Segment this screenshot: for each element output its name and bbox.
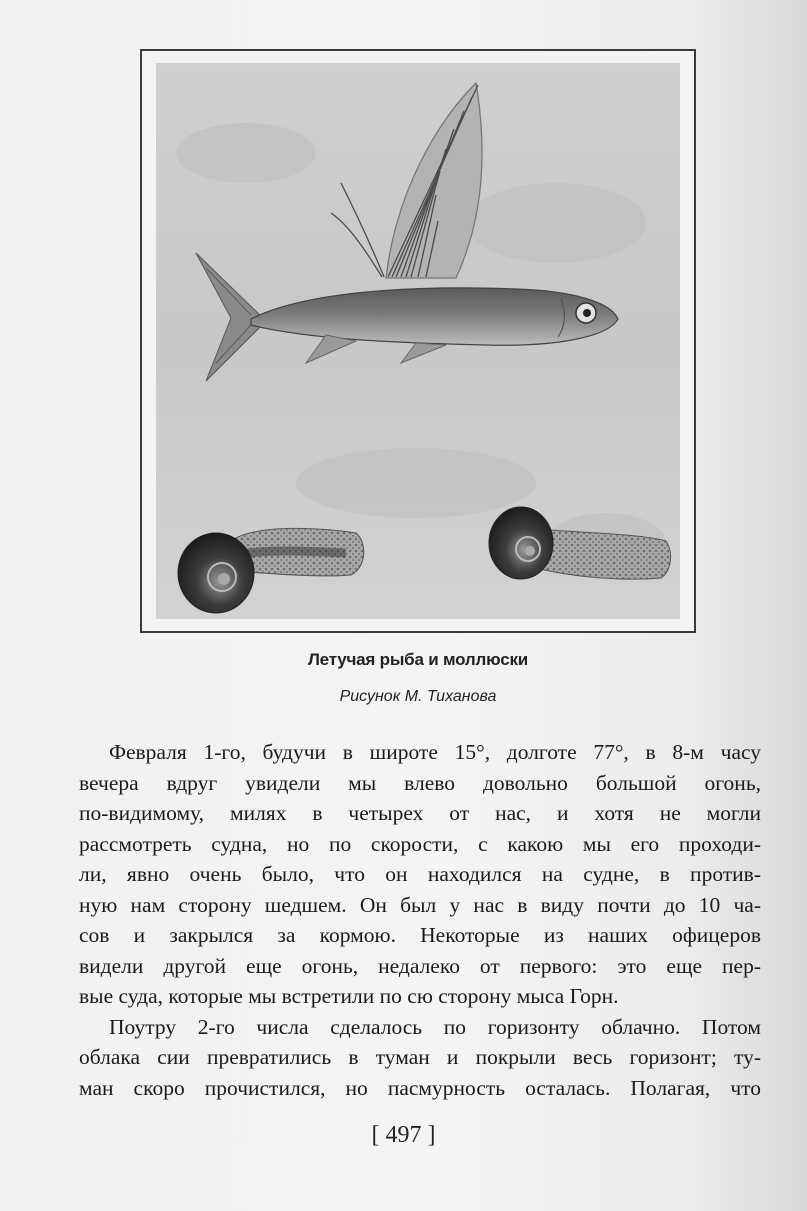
text-line: вечера вдруг увидели мы влево довольно большой огонь, — [79, 770, 761, 795]
text-line: видели другой еще огонь, недалеко от первого: это еще пер- — [79, 953, 761, 978]
text-line: вые суда, которые мы встретили по сю сторону мыса Горн. — [79, 984, 619, 1008]
body-text — [79, 737, 761, 1103]
paragraph-2 — [79, 1012, 761, 1104]
text-line: сов и закрылся за кормою. Некоторые из наших офицеров — [79, 923, 761, 947]
figure-caption-credit: Рисунок М. Тиханова — [339, 688, 497, 705]
page-number: [ 497 ] — [371, 1122, 436, 1148]
text-line: по-видимому, милях в четырех от нас, и хотя не могли — [79, 801, 761, 825]
text-line: ли, явно очень было, что он находился на судне, в против- — [79, 862, 761, 886]
paragraph-1 — [79, 737, 761, 1012]
text-line: Февраля 1-го, будучи в широте 15°, долготе 77°, в 8-м часу — [109, 740, 761, 764]
text-line: рассмотреть судна, но по скорости, с какою мы его проходи- — [79, 831, 761, 856]
text-line: ную нам сторону шедшем. Он был у нас в виду почти до 10 ча- — [79, 892, 761, 917]
figure-frame — [140, 49, 696, 633]
text-line: облака сии превратились в туман и покрыли весь горизонт; ту- — [79, 1045, 761, 1069]
text-line: Поутру 2-го числа сделалось по горизонту облачно. Потом — [109, 1014, 761, 1039]
flying-fish-and-mollusks-illustration — [156, 63, 680, 619]
figure-caption-title: Летучая рыба и моллюски — [307, 650, 529, 669]
text-line: ман скоро прочистился, но пасмурность осталась. Полагая, что — [79, 1075, 761, 1100]
